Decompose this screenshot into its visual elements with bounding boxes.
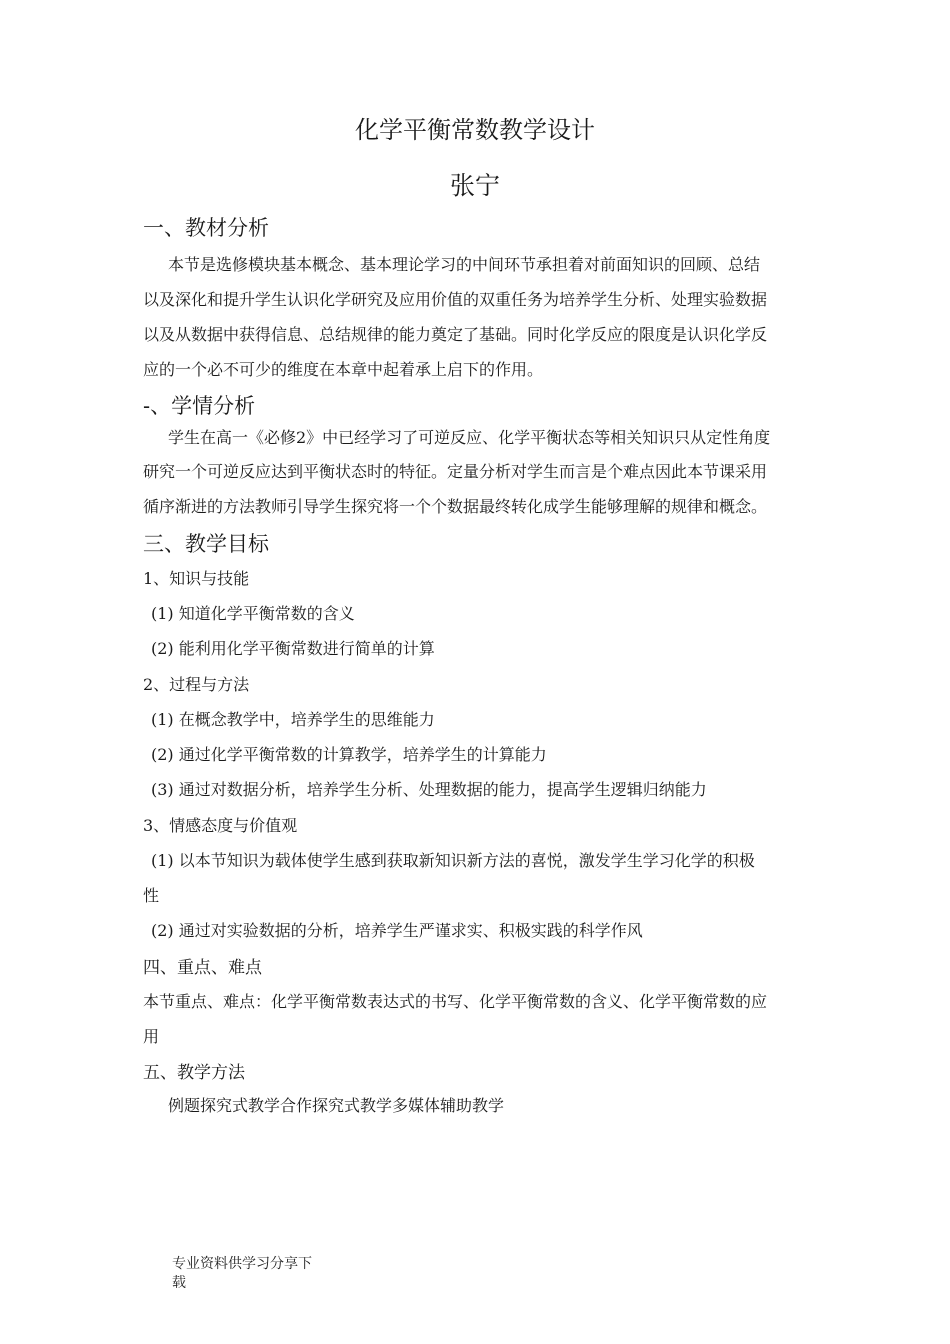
- list-item: (2) 通过对实验数据的分析，培养学生严谨求实、积极实践的科学作风: [151, 921, 643, 940]
- document-title: 化学平衡常数教学设计: [355, 116, 595, 144]
- paragraph-line: 本节重点、难点：化学平衡常数表达式的书写、化学平衡常数的含义、化学平衡常数的应: [143, 992, 768, 1011]
- paragraph-line: 例题探究式教学合作探究式教学多媒体辅助教学: [168, 1096, 505, 1115]
- paragraph-line: 以及深化和提升学生认识化学研究及应用价值的双重任务为培养学生分析、处理实验数据: [143, 290, 768, 309]
- paragraph-line: 应的一个必不可少的维度在本章中起着承上启下的作用。: [143, 360, 544, 379]
- paragraph-line: 学生在高一《必修2》中已经学习了可逆反应、化学平衡状态等相关知识只从定性角度: [168, 428, 771, 447]
- section-heading-student-analysis: -、学情分析: [143, 394, 256, 418]
- subsection-label: 3、情感态度与价值观: [143, 816, 298, 835]
- footer-note: 专业资料供学习分享下: [172, 1256, 312, 1272]
- paragraph-line: 研究一个可逆反应达到平衡状态时的特征。定量分析对学生而言是个难点因此本节课采用: [143, 462, 768, 481]
- list-item-continuation: 性: [143, 886, 160, 905]
- list-item: (3) 通过对数据分析，培养学生分析、处理数据的能力，提高学生逻辑归纳能力: [151, 780, 707, 799]
- section-heading-teaching-methods: 五、教学方法: [143, 1063, 245, 1083]
- footer-note: 载: [172, 1275, 186, 1291]
- author-name: 张宁: [449, 171, 500, 200]
- section-heading-textbook-analysis: 一、教材分析: [143, 216, 269, 240]
- subsection-label: 2、过程与方法: [143, 675, 250, 694]
- list-item: (1) 知道化学平衡常数的含义: [151, 604, 355, 623]
- list-item: (1) 在概念教学中，培养学生的思维能力: [151, 710, 435, 729]
- paragraph-line: 循序渐进的方法教师引导学生探究将一个个数据最终转化成学生能够理解的规律和概念。: [143, 497, 768, 516]
- list-item: (2) 通过化学平衡常数的计算教学，培养学生的计算能力: [151, 745, 547, 764]
- paragraph-line: 本节是选修模块基本概念、基本理论学习的中间环节承担着对前面知识的回顾、总结: [168, 255, 761, 274]
- paragraph-line: 用: [143, 1027, 160, 1046]
- list-item: (2) 能利用化学平衡常数进行简单的计算: [151, 639, 435, 658]
- subsection-label: 1、知识与技能: [143, 569, 250, 588]
- paragraph-line: 以及从数据中获得信息、总结规律的能力奠定了基础。同时化学反应的限度是认识化学反: [143, 325, 768, 344]
- section-heading-key-points: 四、重点、难点: [143, 958, 262, 978]
- section-heading-teaching-goals: 三、教学目标: [143, 532, 269, 556]
- list-item: (1) 以本节知识为载体使学生感到获取新知识新方法的喜悦，激发学生学习化学的积极: [151, 851, 755, 870]
